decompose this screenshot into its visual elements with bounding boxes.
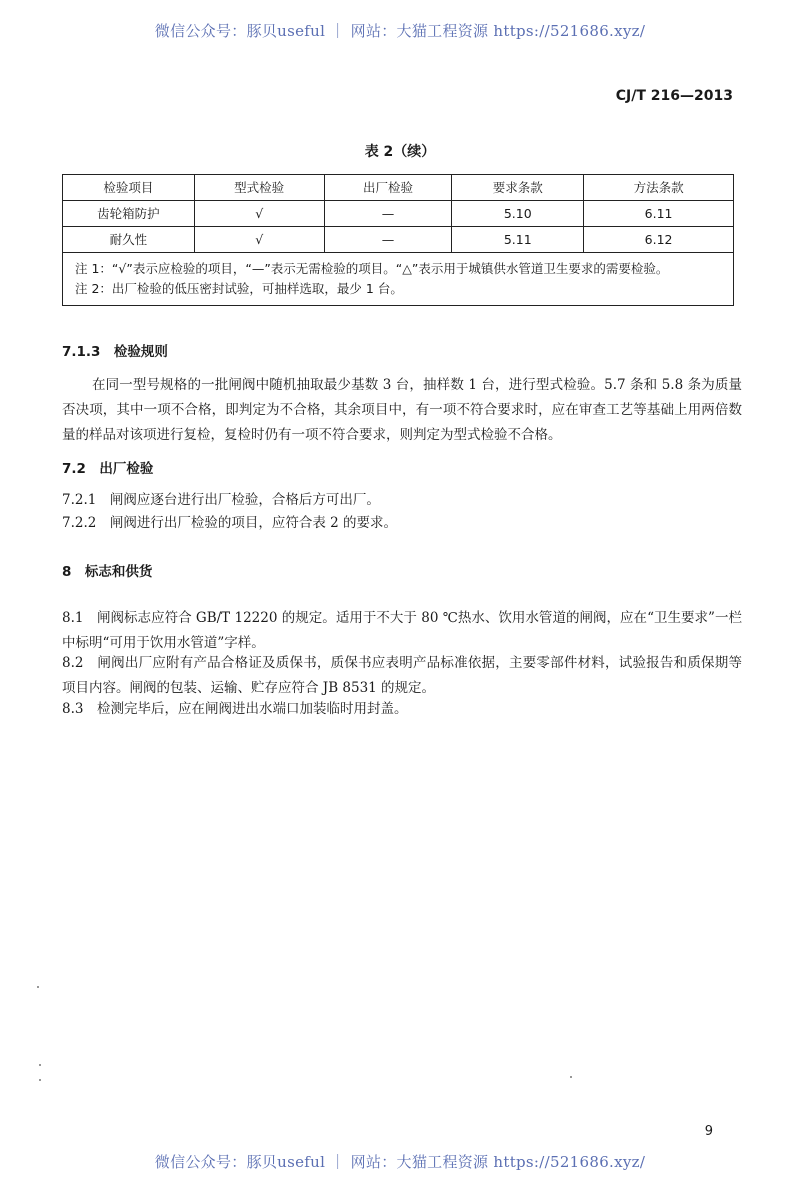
section-heading-7-1-3: 7.1.3 检验规则 xyxy=(62,344,168,360)
table-cell: 齿轮箱防护 xyxy=(63,201,195,227)
table-cell: 6.12 xyxy=(584,227,734,253)
section-heading-7-2: 7.2 出厂检验 xyxy=(62,461,154,477)
section-heading-8: 8 标志和供货 xyxy=(62,564,153,580)
table-cell: 耐久性 xyxy=(63,227,195,253)
standard-code: CJ/T 216—2013 xyxy=(615,88,733,104)
table-cell: 5.11 xyxy=(452,227,584,253)
table-cell: 6.11 xyxy=(584,201,734,227)
table-cell: — xyxy=(324,227,452,253)
table-header-cell: 出厂检验 xyxy=(324,175,452,201)
table-note: 注 1：“√”表示应检验的项目，“—”表示无需检验的项目。“△”表示用于城镇供水管道卫生要求的需要检验。 xyxy=(75,261,669,276)
scan-speck xyxy=(39,1079,41,1081)
table-cell: √ xyxy=(194,227,324,253)
watermark-bottom: 微信公众号：豚贝useful ｜ 网站：大猫工程资源 https://521686.xyz/ xyxy=(154,1153,646,1171)
table-cell: √ xyxy=(194,201,324,227)
table-notes-cell xyxy=(63,253,734,306)
scan-speck xyxy=(570,1076,572,1078)
table-note: 注 2：出厂检验的低压密封试验，可抽样选取，最少 1 台。 xyxy=(75,281,403,296)
section-body-7-1-3: 在同一型号规格的一批闸阀中随机抽取最少基数 3 台，抽样数 1 台，进行型式检验。5.7 条和 5.8 条为质量否决项，其中一项不合格，即判定为不合格，其余项目中，有一项不符合要求时，应在审查工艺等基础上用两倍数量的样品对该项进行复检，复检时仍有一项不符合要求，则判定为型式检验不合格。 xyxy=(62,377,742,443)
table-row xyxy=(63,227,734,253)
inspection-table xyxy=(62,174,734,306)
clause-7-2-1: 7.2.1 闸阀应逐台进行出厂检验，合格后方可出厂。 xyxy=(62,492,380,508)
scan-speck xyxy=(39,1064,41,1066)
scan-speck xyxy=(37,986,39,988)
clause-8-1: 8.1 闸阀标志应符合 GB/T 12220 的规定。适用于不大于 80 ℃热水、饮用水管道的闸阀，应在“卫生要求”一栏中标明“可用于饮用水管道”字样。 xyxy=(62,610,742,651)
table-header-cell: 要求条款 xyxy=(452,175,584,201)
page-number: 9 xyxy=(704,1124,713,1139)
clause-8-2: 8.2 闸阀出厂应附有产品合格证及质保书，质保书应表明产品标准依据，主要零部件材料，试验报告和质保期等项目内容。闸阀的包装、运输、贮存应符合 JB 8531 的规定。 xyxy=(62,655,742,696)
table-header-cell: 型式检验 xyxy=(194,175,324,201)
clause-8-3: 8.3 检测完毕后，应在闸阀进出水端口加装临时用封盖。 xyxy=(62,701,408,717)
table-header-cell: 检验项目 xyxy=(63,175,195,201)
table-cell: — xyxy=(324,201,452,227)
watermark-top: 微信公众号：豚贝useful ｜ 网站：大猫工程资源 https://521686.xyz/ xyxy=(154,22,646,40)
table-header-row xyxy=(63,175,734,201)
table-notes-row xyxy=(63,253,734,306)
table-cell: 5.10 xyxy=(452,201,584,227)
table-caption: 表 2（续） xyxy=(364,144,436,160)
clause-7-2-2: 7.2.2 闸阀进行出厂检验的项目，应符合表 2 的要求。 xyxy=(62,515,398,531)
table-row xyxy=(63,201,734,227)
table-header-cell: 方法条款 xyxy=(584,175,734,201)
